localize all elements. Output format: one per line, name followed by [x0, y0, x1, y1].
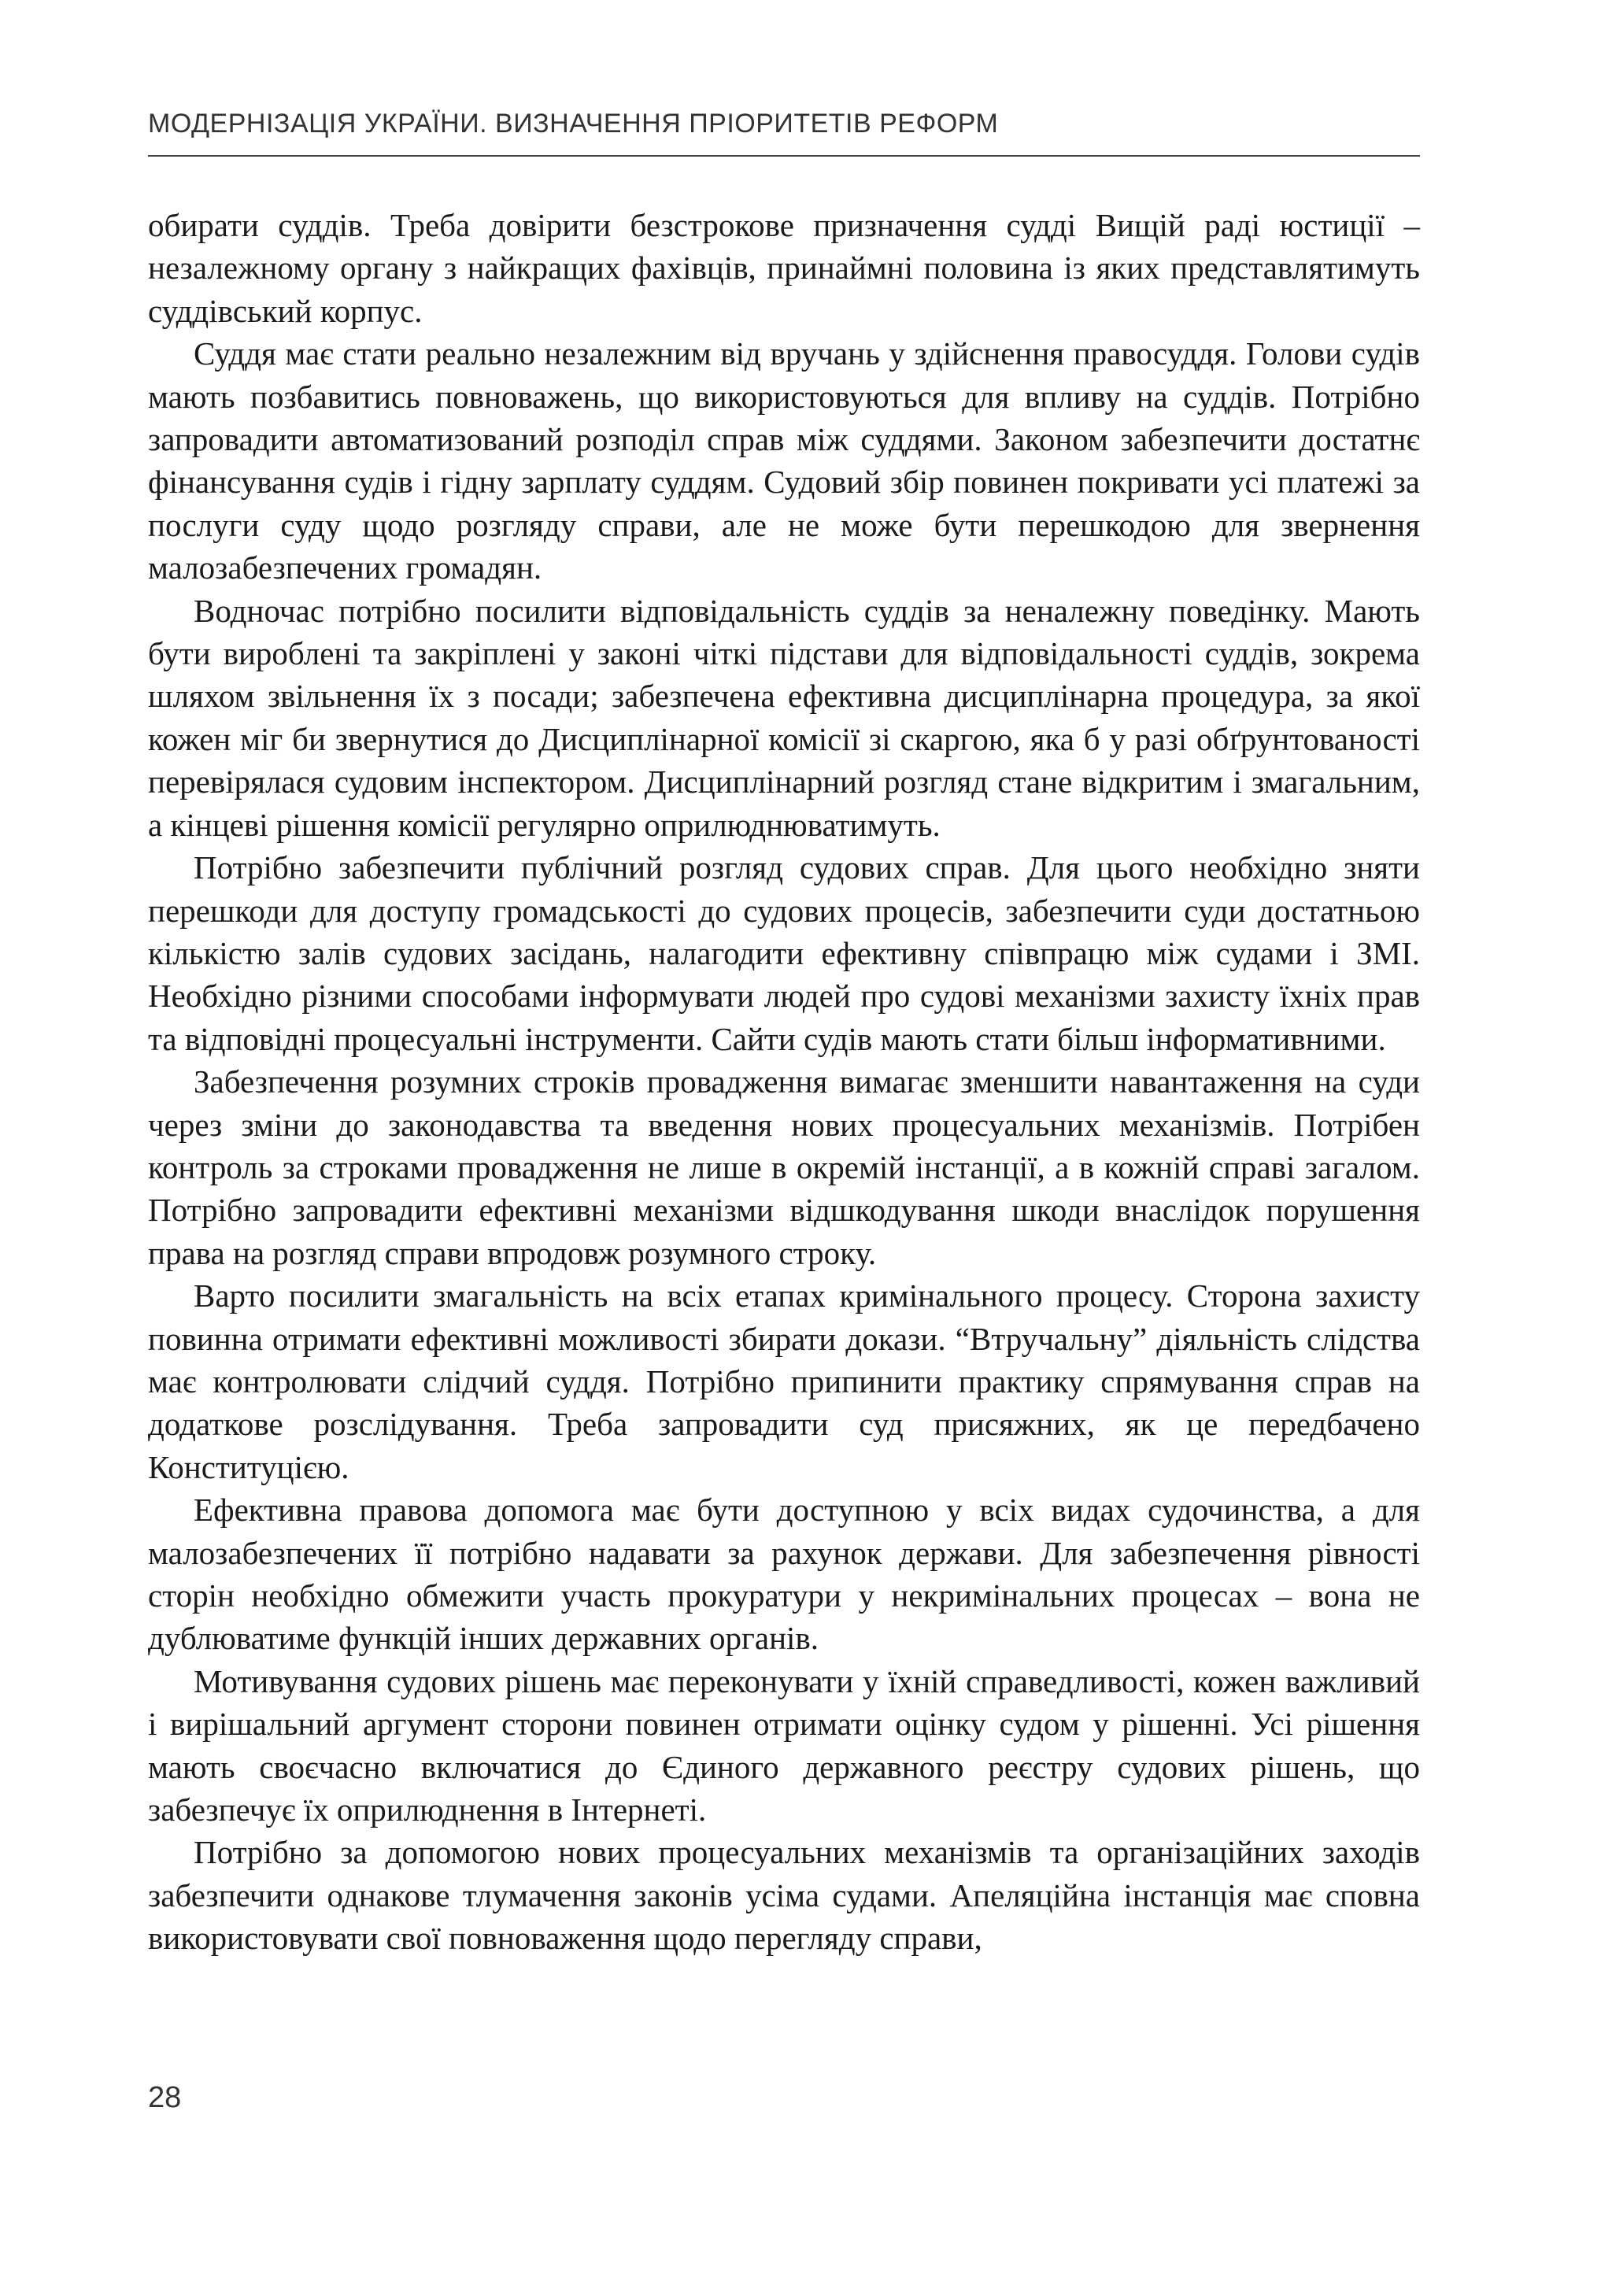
- paragraph: Суддя має стати реально незалежним від вручань у здійснення правосуддя. Голови судів мають позбавитись повноважень, що використовуються для впливу на суддів. Потрібно запровадити автоматизований розподіл справ між суддями. Законом забезпечити достатнє фінансування судів і гідну зарплату суддям. Судовий збір повинен покривати усі платежі за послуги суду щодо розгляду справи, але не може бути перешкодою для звернення малозабезпечених громадян.: [148, 335, 1420, 586]
- paragraph: Водночас потрібно посилити відповідальність суддів за неналежну поведінку. Мають бути вироблені та закріплені у законі чіткі підстави для відповідальності суддів, зокрема шляхом звільнення їх з посади; забезпечена ефективна дисциплінарна процедура, за якої кожен міг би звернутися до Дисциплінарної комісії зі скаргою, яка б у разі обґрунтованості перевірялася судовим інспектором. Дисциплінарний розгляд стане відкритим і змагальним, а кінцеві рішення комісії регулярно оприлюднюватимуть.: [148, 592, 1420, 843]
- body-text: [148, 204, 1420, 1960]
- page-number: 28: [148, 2081, 182, 2114]
- paragraph: Потрібно за допомогою нових процесуальних механізмів та організаційних заходів забезпечити однакове тлумачення законів усіма судами. Апеляційна інстанція має сповна використовувати свої повноваження щодо перегляду справи,: [148, 1834, 1420, 1957]
- paragraph: Забезпечення розумних строків провадження вимагає зменшити навантаження на суди через зміни до законодавства та введення нових процесуальних механізмів. Потрібен контроль за строками провадження не лише в окремій інстанції, а в кожній справі загалом. Потрібно запровадити ефективні механізми відшкодування шкоди внаслідок порушення права на розгляд справи впродовж розумного строку.: [148, 1063, 1420, 1271]
- paragraph: обирати суддів. Треба довірити безстрокове призначення судді Вищій раді юстиції – незалежному органу з найкращих фахівців, принаймні половина із яких представлятимуть суддівський корпус.: [148, 207, 1420, 329]
- paragraph: Варто посилити змагальність на всіх етапах кримінального процесу. Сторона захисту повинна отримати ефективні можливості збирати докази. “Втручальну” діяльність слідства має контролювати слідчий суддя. Потрібно припинити практику спрямування справ на додаткове розслідування. Треба запровадити суд присяжних, як це передбачено Конституцією.: [148, 1277, 1420, 1485]
- paragraph: Потрібно забезпечити публічний розгляд судових справ. Для цього необхідно зняти перешкоди для доступу громадськості до судових процесів, забезпечити суди достатньою кількістю залів судових засідань, налагодити ефективну співпрацю між судами і ЗМІ. Необхідно різними способами інформувати людей про судові механізми захисту їхніх прав та відповідні процесуальні інструменти. Сайти судів мають стати більш інформативними.: [148, 849, 1420, 1057]
- paragraph: Ефективна правова допомога має бути доступною у всіх видах судочинства, а для малозабезпечених її потрібно надавати за рахунок держави. Для забезпечення рівності сторін необхідно обмежити участь прокуратури у некримінальних процесах – вона не дублюватиме функцій інших державних органів.: [148, 1492, 1420, 1657]
- header-divider: [148, 155, 1420, 157]
- paragraph: Мотивування судових рішень має переконувати у їхній справедливості, кожен важливий і вирішальний аргумент сторони повинен отримати оцінку судом у рішенні. Усі рішення мають своєчасно включатися до Єдиного державного реєстру судових рішень, що забезпечує їх оприлюднення в Інтернеті.: [148, 1662, 1420, 1828]
- running-header: МОДЕРНІЗАЦІЯ УКРАЇНИ. ВИЗНАЧЕННЯ ПРІОРИТЕТІВ РЕФОРМ: [148, 109, 999, 139]
